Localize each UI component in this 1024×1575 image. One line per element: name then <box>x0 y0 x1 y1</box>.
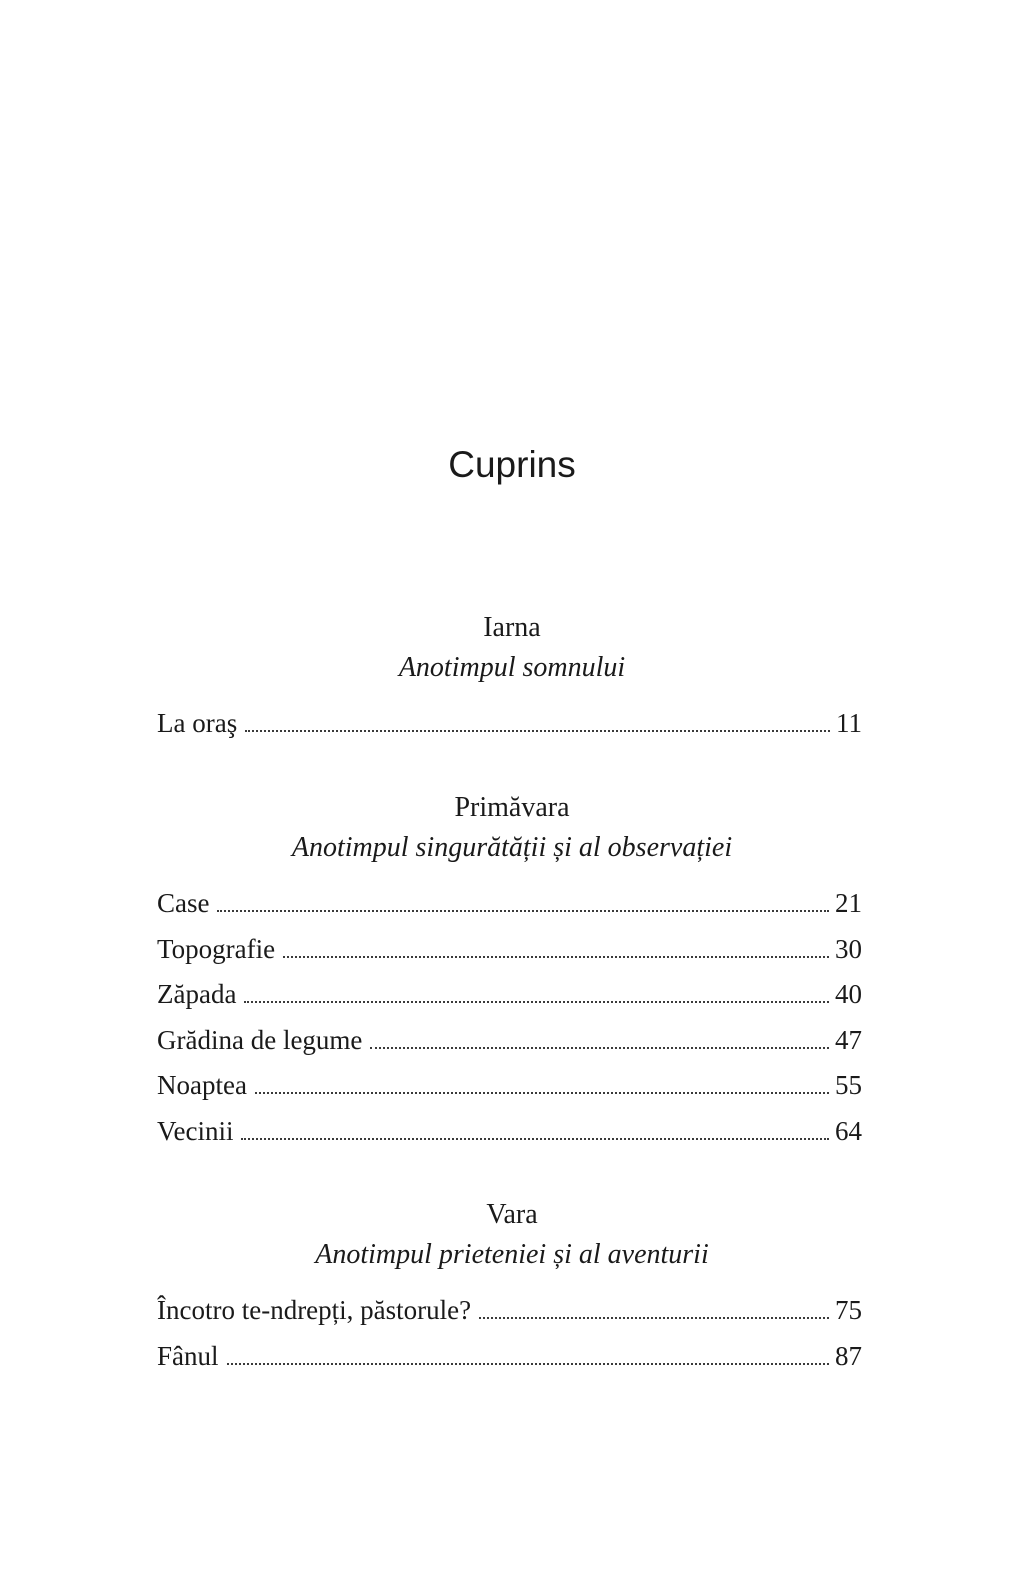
dot-leader <box>227 1363 829 1365</box>
toc-entry-label: Topografie <box>157 933 276 964</box>
toc-entry[interactable] <box>157 934 862 980</box>
dot-leader <box>217 910 829 912</box>
toc-entry[interactable] <box>157 1295 862 1341</box>
toc-entry-label: Case <box>157 888 210 918</box>
section-name: Primăvara <box>454 792 570 823</box>
toc-entry[interactable] <box>157 1070 862 1116</box>
toc-entry[interactable] <box>157 1341 862 1387</box>
toc-entry-label: Fânul <box>157 1340 219 1371</box>
toc-entry-label: Noaptea <box>157 1070 247 1100</box>
toc-entry-label: Vecinii <box>157 1115 234 1146</box>
section-subtitle: Anotimpul prieteniei și al aventurii <box>315 1239 709 1270</box>
toc-entry[interactable] <box>157 1025 862 1071</box>
section-subtitle: Anotimpul somnului <box>398 652 626 683</box>
dot-leader <box>479 1317 829 1319</box>
dot-leader <box>255 1092 829 1094</box>
page-title: Cuprins <box>448 444 576 485</box>
section-name: Iarna <box>483 612 541 643</box>
dot-leader <box>245 730 830 732</box>
toc-entry-page: 47 <box>835 1024 862 1055</box>
section-heading-vara <box>0 1197 1024 1277</box>
section-heading-iarna <box>0 610 1024 690</box>
dot-leader <box>244 1001 829 1003</box>
toc-entry-label: Grădina de legume <box>157 1024 363 1055</box>
section-subtitle: Anotimpul singurătății și al observației <box>291 832 733 863</box>
toc-entry-page: 75 <box>835 1295 862 1325</box>
dot-leader <box>370 1047 829 1049</box>
toc-entry-label: Încotro te-ndrepți, păstorule? <box>157 1295 472 1325</box>
toc-entry-label: La oraş <box>157 708 238 738</box>
toc-list-vara <box>157 1295 862 1386</box>
toc-list-primavara <box>157 888 862 1161</box>
toc-entry-label: Zăpada <box>157 979 237 1009</box>
dot-leader <box>241 1138 829 1140</box>
toc-entry-page: 40 <box>835 979 862 1009</box>
toc-entry[interactable] <box>157 979 862 1025</box>
toc-entry-page: 11 <box>836 708 862 738</box>
toc-entry[interactable] <box>157 888 862 934</box>
toc-entry-page: 30 <box>835 933 862 964</box>
toc-entry[interactable] <box>157 1116 862 1162</box>
toc-entry-page: 55 <box>835 1070 862 1100</box>
toc-entry-page: 87 <box>835 1340 862 1371</box>
dot-leader <box>283 956 829 958</box>
toc-entry-page: 21 <box>835 888 862 918</box>
toc-entry[interactable] <box>157 708 862 754</box>
toc-list-iarna <box>157 708 862 754</box>
toc-entry-page: 64 <box>835 1115 862 1146</box>
section-heading-primavara <box>0 790 1024 870</box>
section-name: Vara <box>486 1199 538 1230</box>
